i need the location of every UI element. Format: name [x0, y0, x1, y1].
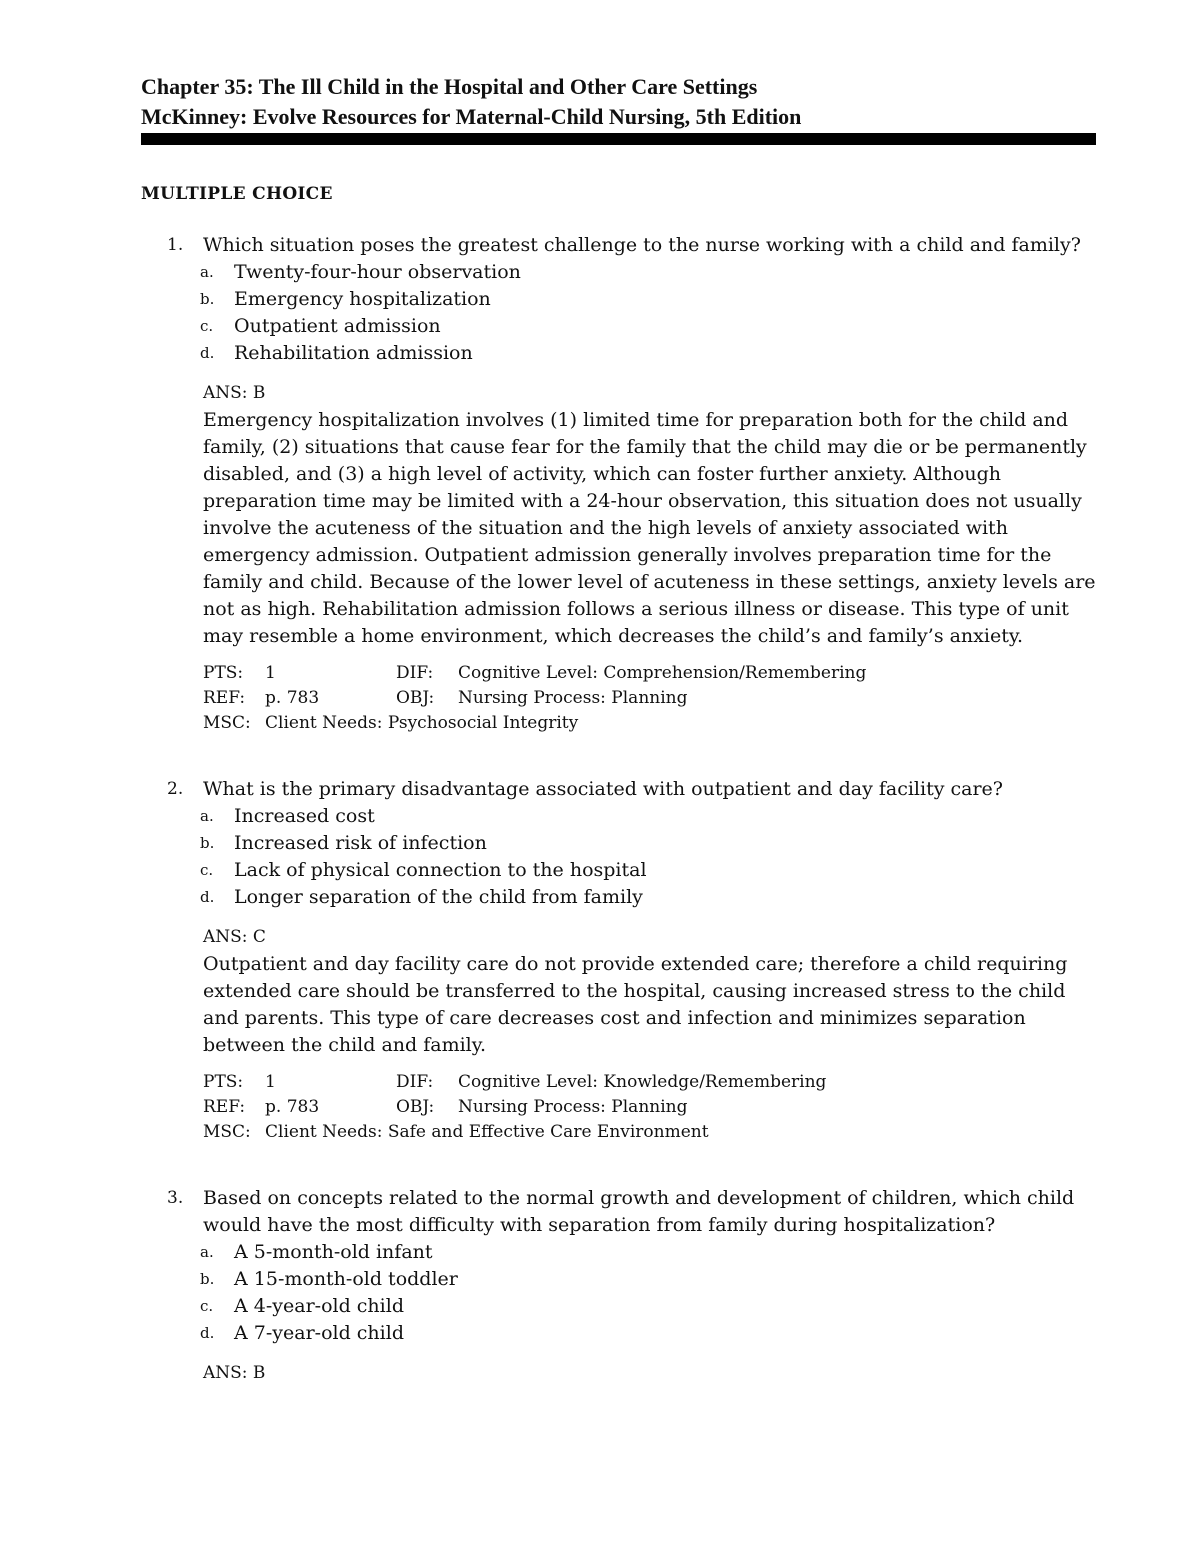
pts-value: 1: [265, 1072, 276, 1092]
msc-value: Client Needs: Psychosocial Integrity: [265, 713, 579, 733]
choice-letter: c.: [200, 317, 214, 335]
book-subtitle: McKinney: Evolve Resources for Maternal-Child Nursing, 5th Edition: [141, 104, 802, 129]
choice-list: [141, 1239, 1101, 1347]
choice-text: Emergency hospitalization: [234, 288, 491, 310]
choice-text: Increased cost: [234, 805, 375, 827]
ref-label: REF:: [203, 688, 246, 708]
choice-a: [141, 259, 1101, 286]
choice-letter: d.: [200, 344, 215, 362]
obj-label: OBJ:: [396, 688, 435, 708]
pts-label: PTS:: [203, 663, 244, 683]
choice-c: [141, 1293, 1101, 1320]
choice-letter: d.: [200, 1324, 215, 1342]
choice-c: [141, 313, 1101, 340]
question-text: Based on concepts related to the normal growth and development of children, which child would have the most difficulty with separation from family during hospitalization?: [203, 1187, 1075, 1236]
choice-text: Lack of physical connection to the hospital: [234, 859, 647, 881]
chapter-title: Chapter 35: The Ill Child in the Hospital and Other Care Settings: [141, 74, 758, 99]
msc-label: MSC:: [203, 713, 251, 733]
meta-row-msc: [203, 711, 1101, 736]
dif-value: Cognitive Level: Comprehension/Remembering: [458, 663, 867, 683]
choice-letter: c.: [200, 861, 214, 879]
choice-list: [141, 803, 1101, 911]
choice-text: Outpatient admission: [234, 315, 441, 337]
meta-row-pts: [203, 661, 1101, 686]
msc-value: Client Needs: Safe and Effective Care Environment: [265, 1122, 709, 1142]
rationale: Emergency hospitalization involves (1) limited time for preparation both for the child and family, (2) situations that cause fear for the family that the child may die or be permanently disabled, and (3) a high level of activity, which can foster further anxiety. Although preparation time may be limited with a 24-hour observation, this situation does not usually involve the acuteness of the situation and the high levels of anxiety associated with emergency admission. Outpatient admission generally involves preparation time for the family and child. Because of the lower level of acuteness in these settings, anxiety levels are not as high. Rehabilitation admission follows a serious illness or disease. This type of unit may resemble a home environment, which decreases the child’s and family’s anxiety.: [203, 409, 1096, 647]
msc-label: MSC:: [203, 1122, 251, 1142]
choice-letter: c.: [200, 1297, 214, 1315]
choice-b: [141, 1266, 1101, 1293]
question-1: [141, 232, 1101, 736]
choice-letter: d.: [200, 888, 215, 906]
meta-row-msc: [203, 1120, 1101, 1145]
question-stem: [141, 1185, 1101, 1239]
question-stem: [141, 232, 1101, 259]
choice-letter: a.: [200, 1243, 214, 1261]
answer-key: ANS: B: [203, 1363, 266, 1383]
choice-d: [141, 1320, 1101, 1347]
dif-label: DIF:: [396, 663, 434, 683]
question-number: 3.: [167, 1188, 184, 1208]
choice-text: Longer separation of the child from family: [234, 886, 643, 908]
choice-c: [141, 857, 1101, 884]
choice-b: [141, 286, 1101, 313]
choice-letter: a.: [200, 263, 214, 281]
meta-row-ref: [203, 1095, 1101, 1120]
question-metadata: [141, 1070, 1101, 1145]
choice-text: A 5-month-old infant: [234, 1241, 433, 1263]
choice-list: [141, 259, 1101, 367]
header-rule: [141, 133, 1096, 145]
obj-value: Nursing Process: Planning: [458, 1097, 688, 1117]
dif-label: DIF:: [396, 1072, 434, 1092]
choice-text: Twenty-four-hour observation: [234, 261, 521, 283]
choice-text: Rehabilitation admission: [234, 342, 473, 364]
ref-value: p. 783: [265, 688, 320, 708]
choice-text: A 15-month-old toddler: [234, 1268, 458, 1290]
answer-key: ANS: B: [203, 383, 266, 403]
section-heading: MULTIPLE CHOICE: [141, 184, 333, 204]
question-text: What is the primary disadvantage associated with outpatient and day facility care?: [203, 778, 1003, 800]
question-text: Which situation poses the greatest challenge to the nurse working with a child and family?: [203, 234, 1081, 256]
choice-letter: b.: [200, 1270, 215, 1288]
answer-key: ANS: C: [203, 927, 266, 947]
ref-label: REF:: [203, 1097, 246, 1117]
question-number: 1.: [167, 235, 184, 255]
choice-text: Increased risk of infection: [234, 832, 487, 854]
obj-value: Nursing Process: Planning: [458, 688, 688, 708]
pts-label: PTS:: [203, 1072, 244, 1092]
dif-value: Cognitive Level: Knowledge/Remembering: [458, 1072, 827, 1092]
obj-label: OBJ:: [396, 1097, 435, 1117]
choice-b: [141, 830, 1101, 857]
choice-d: [141, 340, 1101, 367]
choice-a: [141, 803, 1101, 830]
question-2: [141, 776, 1101, 1145]
choice-d: [141, 884, 1101, 911]
question-stem: [141, 776, 1101, 803]
choice-letter: a.: [200, 807, 214, 825]
meta-row-pts: [203, 1070, 1101, 1095]
choice-letter: b.: [200, 834, 215, 852]
question-3: [141, 1185, 1101, 1387]
document-header: [141, 72, 1096, 145]
choice-text: A 4-year-old child: [234, 1295, 404, 1317]
choice-letter: b.: [200, 290, 215, 308]
choice-a: [141, 1239, 1101, 1266]
rationale: Outpatient and day facility care do not provide extended care; therefore a child requiring extended care should be transferred to the hospital, causing increased stress to the child and parents. This type of care decreases cost and infection and minimizes separation between the child and family.: [203, 953, 1068, 1056]
question-metadata: [141, 661, 1101, 736]
meta-row-ref: [203, 686, 1101, 711]
ref-value: p. 783: [265, 1097, 320, 1117]
question-number: 2.: [167, 779, 184, 799]
choice-text: A 7-year-old child: [234, 1322, 404, 1344]
pts-value: 1: [265, 663, 276, 683]
